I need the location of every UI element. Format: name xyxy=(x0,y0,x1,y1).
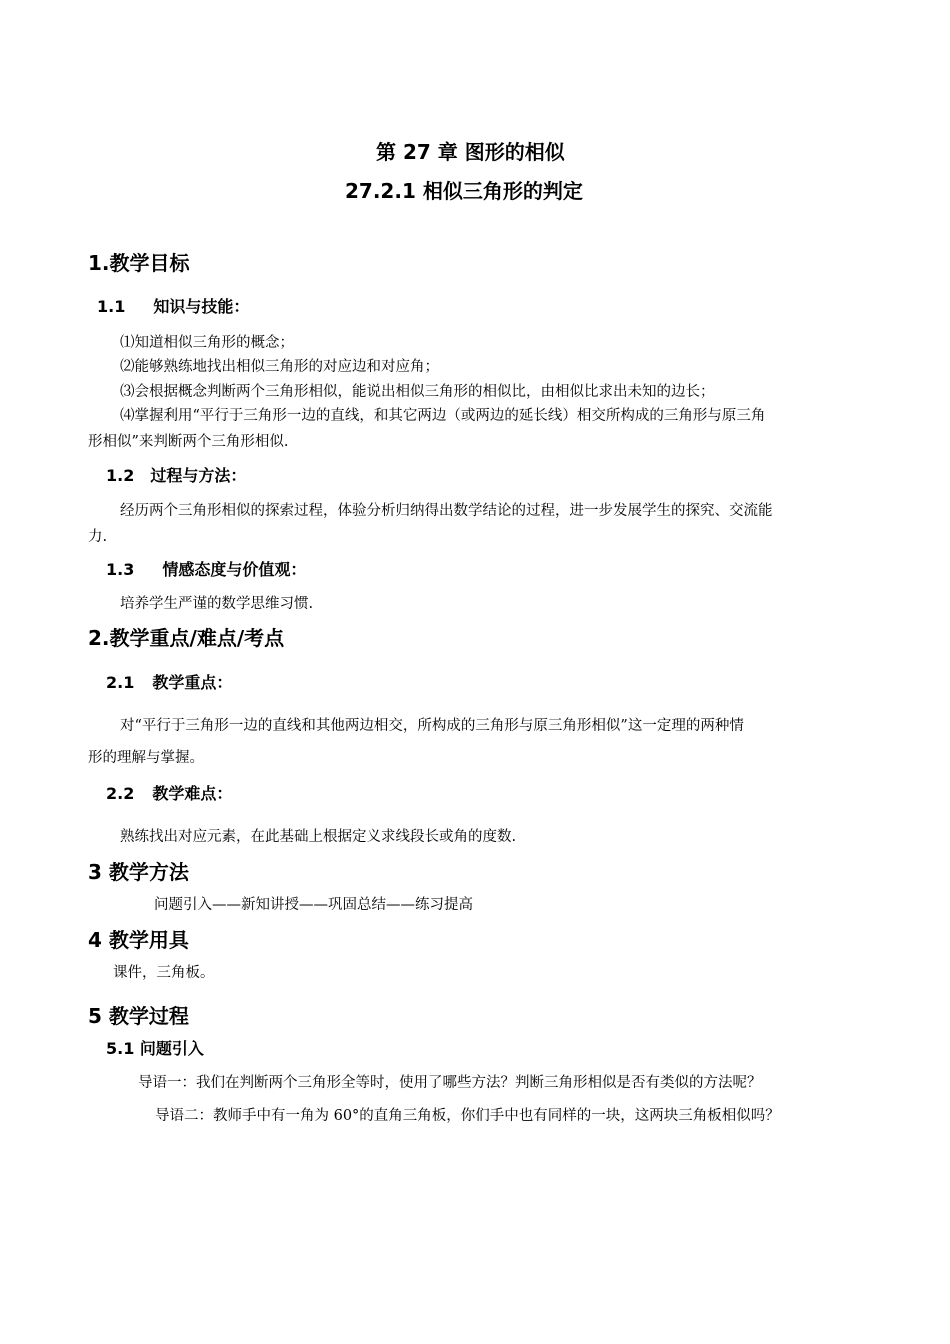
goal-item-4-cont: 形相似”来判断两个三角形相似. xyxy=(88,434,289,450)
heading-teaching-method: 3 教学方法 xyxy=(88,860,189,884)
goal-item-3: ⑶会根据概念判断两个三角形相似，能说出相似三角形的相似比，由相似比求出未知的边长； xyxy=(120,384,715,400)
section-title: 27.2.1 相似三角形的判定 xyxy=(345,179,583,203)
goal-item-4: ⑷掌握利用“平行于三角形一边的直线，和其它两边（或两边的延长线）相交所构成的三角形与原三角 xyxy=(120,408,766,424)
subheading-label: 知识与技能： xyxy=(153,297,250,316)
subheading-label: 教学难点： xyxy=(152,784,233,803)
heading-key-points: 2.教学重点/难点/考点 xyxy=(88,626,285,650)
process-line-1: 经历两个三角形相似的探索过程，体验分析归纳得出数学结论的过程，进一步发展学生的探究、交流能 xyxy=(120,503,773,519)
goal-item-1: ⑴知道相似三角形的概念； xyxy=(120,335,294,351)
attitude-line: 培养学生严谨的数学思维习惯. xyxy=(120,596,314,612)
teaching-method-line: 问题引入——新知讲授——巩固总结——练习提高 xyxy=(154,897,473,913)
heading-teaching-tools: 4 教学用具 xyxy=(88,928,189,952)
subheading-1-3 xyxy=(106,557,306,580)
subheading-2-2 xyxy=(106,781,232,804)
subheading-label: 教学重点： xyxy=(152,673,233,692)
subheading-number: 2.2 xyxy=(106,784,135,803)
heading-teaching-process: 5 教学过程 xyxy=(88,1004,189,1028)
subheading-label: 情感态度与价值观： xyxy=(162,560,307,579)
goal-item-2: ⑵能够熟练地找出相似三角形的对应边和对应角； xyxy=(120,359,439,375)
subheading-1-2 xyxy=(106,463,246,486)
key-point-line-1: 对“平行于三角形一边的直线和其他两边相交，所构成的三角形与原三角形相似”这一定理的两种情 xyxy=(120,718,744,734)
teaching-tools-line: 课件，三角板。 xyxy=(113,965,215,981)
process-line-2: 力. xyxy=(88,529,108,545)
subheading-5-1: 5.1 问题引入 xyxy=(106,1039,204,1058)
chapter-title: 第 27 章 图形的相似 xyxy=(376,140,565,164)
difficulty-line: 熟练找出对应元素，在此基础上根据定义求线段长或角的度数. xyxy=(120,829,517,845)
subheading-number: 1.2 xyxy=(106,466,135,485)
subheading-2-1 xyxy=(106,670,232,693)
subheading-label: 过程与方法： xyxy=(150,466,247,485)
subheading-number: 1.3 xyxy=(106,560,135,579)
key-point-line-2: 形的理解与掌握。 xyxy=(88,750,204,766)
subheading-1-1 xyxy=(97,294,249,317)
intro-line-2: 导语二：教师手中有一角为 60°的直角三角板，你们手中也有同样的一块，这两块三角板相似吗？ xyxy=(155,1108,780,1124)
heading-teaching-goals: 1.教学目标 xyxy=(88,251,190,275)
subheading-number: 2.1 xyxy=(106,673,135,692)
subheading-number: 1.1 xyxy=(97,297,126,316)
intro-line-1: 导语一：我们在判断两个三角形全等时，使用了哪些方法？判断三角形相似是否有类似的方法呢？ xyxy=(138,1075,762,1091)
